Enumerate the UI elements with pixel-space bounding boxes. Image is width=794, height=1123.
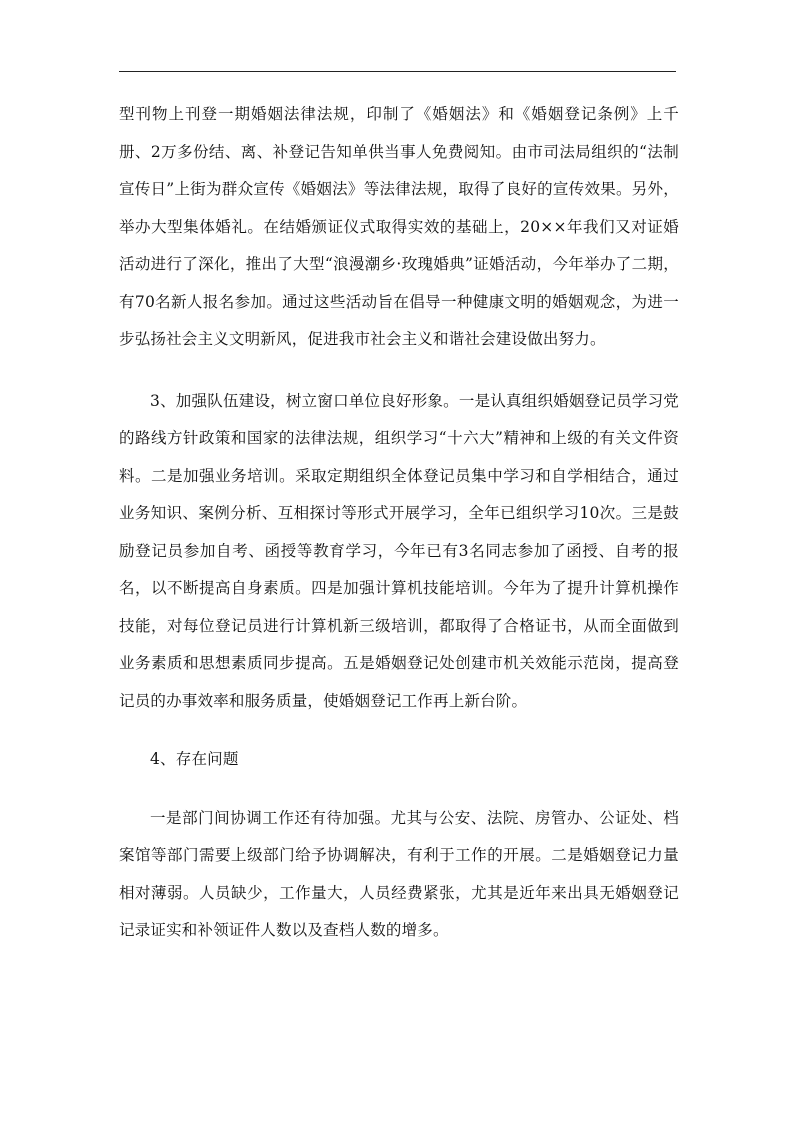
paragraph-problems: 一是部门间协调工作还有待加强。尤其与公安、法院、房管办、公证处、档案馆等部门需要上级部门给予协调解决，有利于工作的开展。二是婚姻登记力量相对薄弱。人员缺少，工作量大，人员经费紧张，尤其是近年来出具无婚姻登记记录证实和补领证件人数以及查档人数的增多。	[119, 808, 679, 939]
section-heading-problems: 4、存在问题	[150, 750, 239, 768]
paragraph-team-building: 3、加强队伍建设，树立窗口单位良好形象。一是认真组织婚姻登记员学习党的路线方针政策和国家的法律法规，组织学习“十六大”精神和上级的有关文件资料。二是加强业务培训。采取定期组织全体登记员集中学习和自学相结合，通过业务知识、案例分析、互相探讨等形式开展学习，全年已组织学习10次。三是鼓励登记员参加自考、函授等教育学习，今年已有3名同志参加了函授、自考的报名，以不断提高自身素质。四是加强计算机技能培训。今年为了提升计算机操作技能，对每位登记员进行计算机新三级培训，都取得了合格证书，从而全面做到业务素质和思想素质同步提高。五是婚姻登记处创建市机关效能示范岗，提高登记员的办事效率和服务质量，使婚姻登记工作再上新台阶。	[119, 391, 679, 710]
paragraph-publicity: 型刊物上刊登一期婚姻法律法规，印制了《婚姻法》和《婚姻登记条例》上千册、2万多份结、离、补登记告知单供当事人免费阅知。由市司法局组织的“法制宣传日”上街为群众宣传《婚姻法》等法律法规，取得了良好的宣传效果。另外，举办大型集体婚礼。在结婚颁证仪式取得实效的基础上，20××年我们又对证婚活动进行了深化，推出了大型“浪漫潮乡·玫瑰婚典”证婚活动，今年举办了二期，有70名新人报名参加。通过这些活动旨在倡导一种健康文明的婚姻观念，为进一步弘扬社会主义文明新风，促进我市社会主义和谐社会建设做出努力。	[119, 105, 679, 348]
header-rule	[119, 71, 676, 72]
document-body	[119, 96, 679, 950]
